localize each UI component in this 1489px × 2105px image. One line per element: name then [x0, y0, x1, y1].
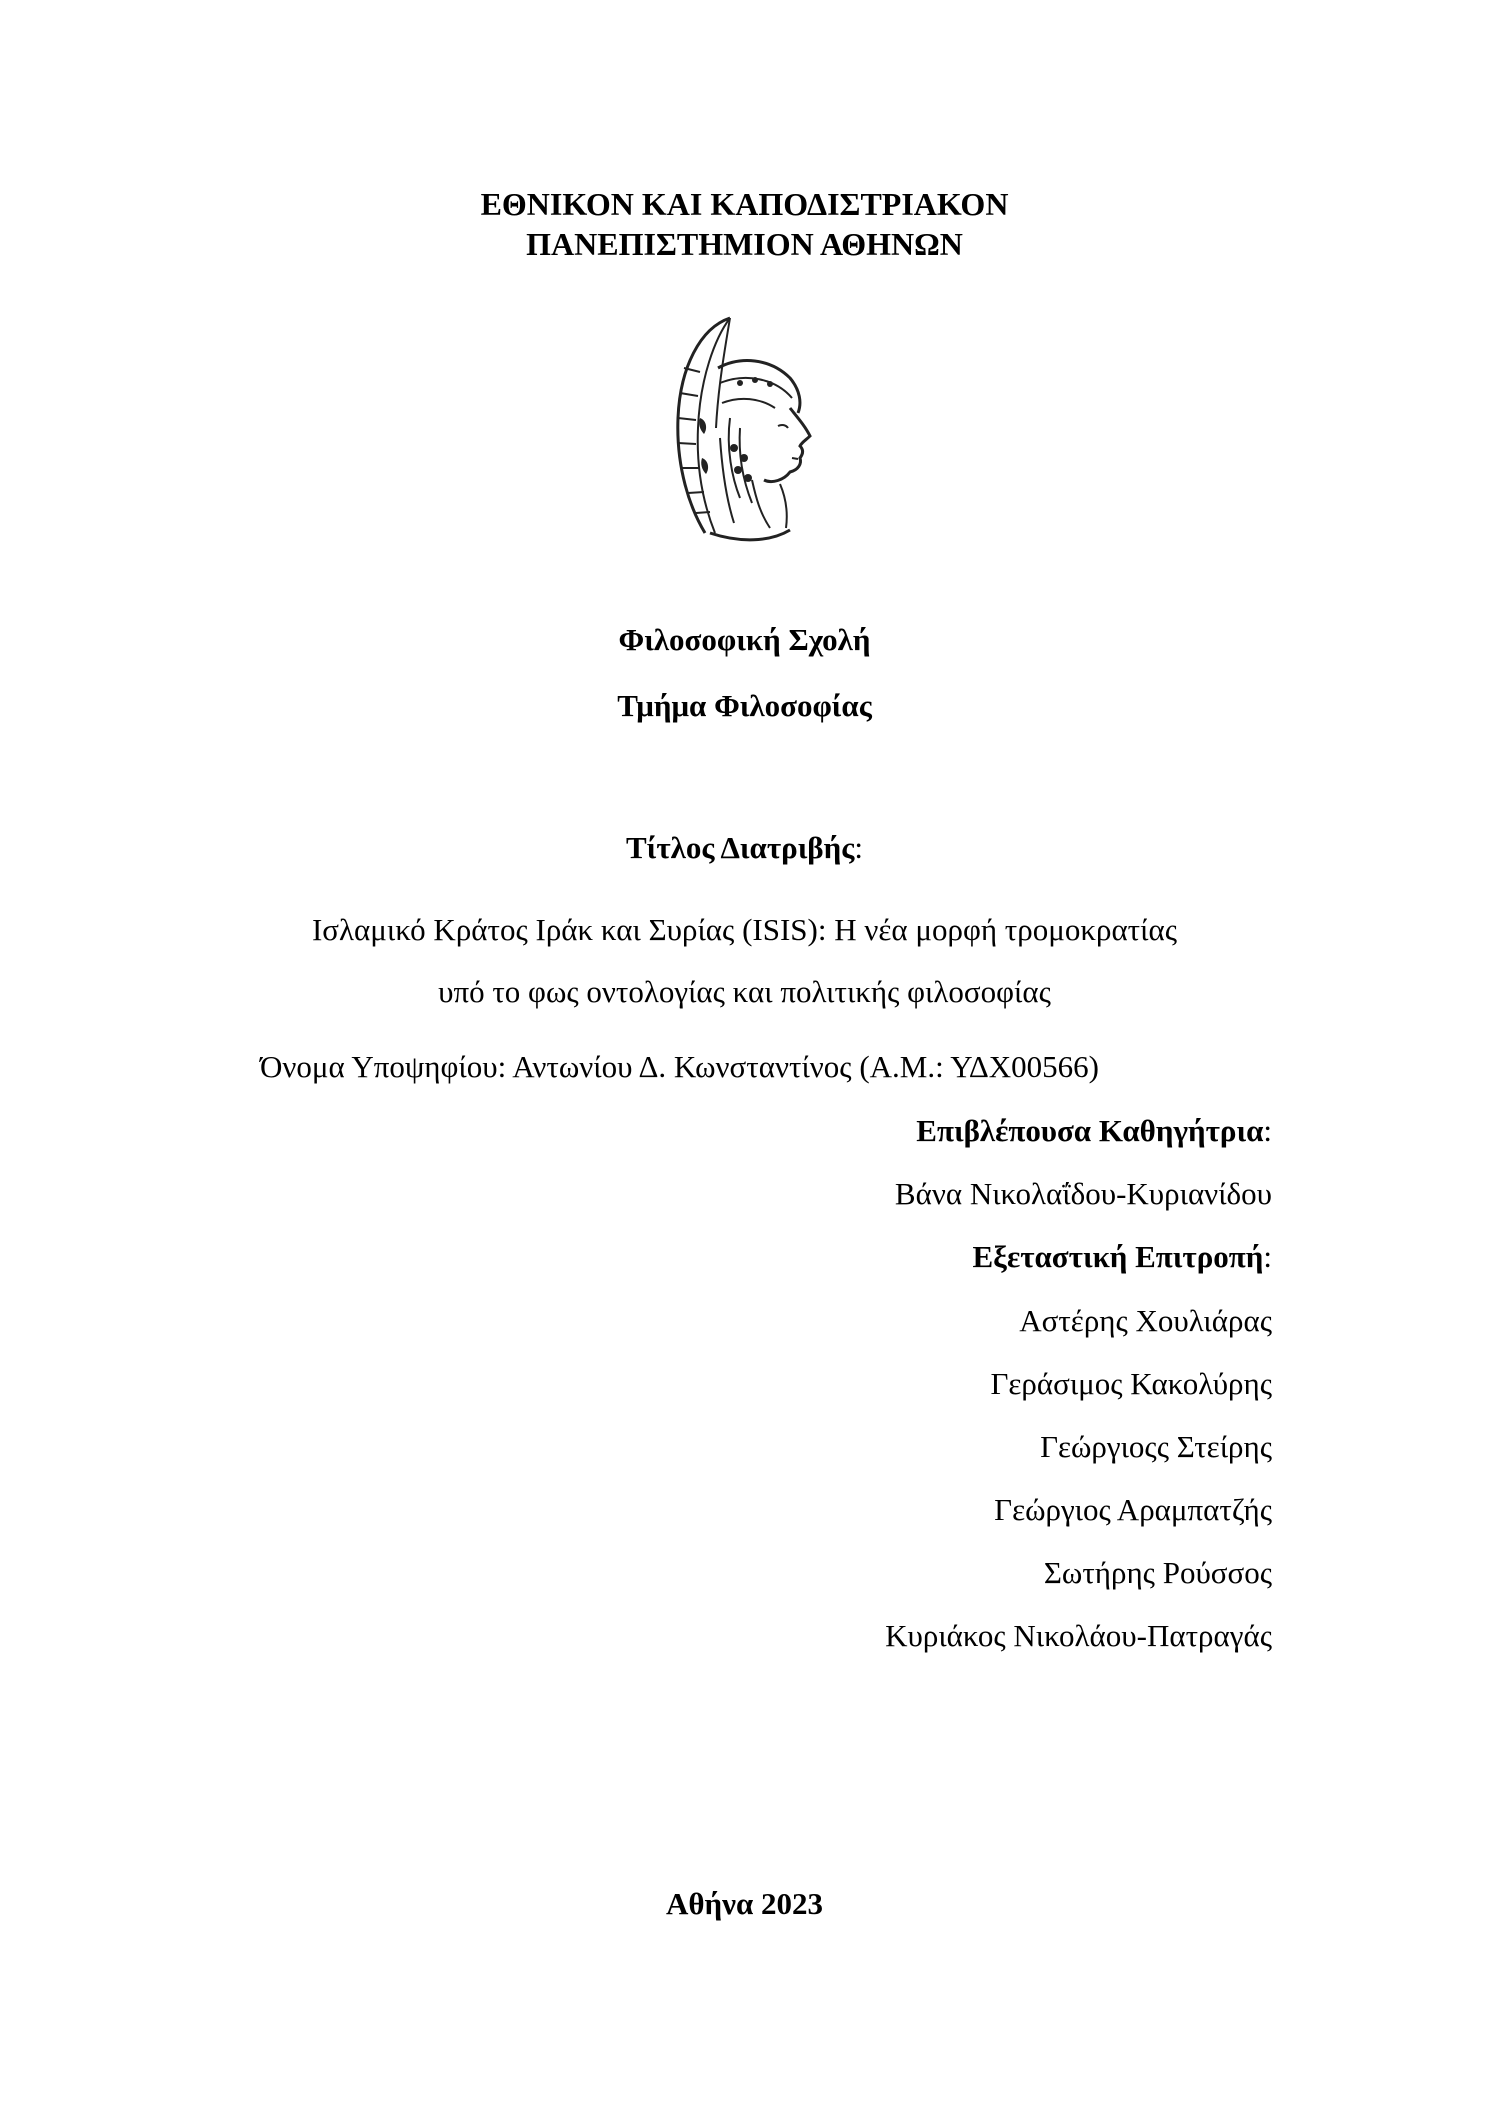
university-name-line2: ΠΑΝΕΠΙΣΤΗΜΙΟΝ ΑΘΗΝΩΝ	[526, 226, 963, 262]
athena-helmet-emblem-icon	[660, 308, 820, 548]
supervisor-label: Επιβλέπουσα Καθηγήτρια	[916, 1113, 1264, 1148]
thesis-title-label: Τίτλος Διατριβής	[626, 830, 855, 865]
committee-colon: :	[1263, 1239, 1272, 1274]
supervisor-colon: :	[1263, 1113, 1272, 1148]
candidate-name: Όνομα Υποψηφίου: Αντωνίου Δ. Κωνσταντίνος (Α.Μ.: ΥΔΧ00566)	[260, 1049, 1099, 1084]
committee-member: Γεώργιοςς Στείρης	[1040, 1429, 1272, 1464]
thesis-title-line1: Ισλαμικό Κράτος Ιράκ και Συρίας (ISIS): Η νέα μορφή τρομοκρατίας	[311, 912, 1178, 947]
committee-label: Εξεταστική Επιτροπή	[972, 1239, 1264, 1274]
committee-member: Αστέρης Χουλιάρας	[1019, 1303, 1272, 1338]
thesis-title-heading	[0, 830, 1489, 866]
faculty-department: Τμήμα Φιλοσοφίας	[617, 688, 872, 723]
committee-member: Γεώργιος Αραμπατζής	[994, 1492, 1272, 1527]
place-year: Αθήνα 2023	[665, 1886, 824, 1921]
committee-heading	[972, 1239, 1272, 1275]
faculty-school: Φιλοσοφική Σχολή	[618, 622, 871, 657]
thesis-title-line2: υπό το φως οντολογίας και πολιτικής φιλοσοφίας	[438, 974, 1051, 1009]
supervisor-name: Βάνα Νικολαΐδου-Κυριανίδου	[894, 1176, 1272, 1211]
supervisor-heading	[916, 1113, 1272, 1149]
committee-member: Γεράσιμος Κακολύρης	[990, 1366, 1272, 1401]
committee-member: Κυριάκος Νικολάου-Πατραγάς	[885, 1618, 1272, 1653]
university-name-line1: ΕΘΝΙΚΟΝ ΚΑΙ ΚΑΠΟΔΙΣΤΡΙΑΚΟΝ	[480, 186, 1009, 222]
committee-member: Σωτήρης Ρούσσος	[1043, 1555, 1272, 1590]
thesis-title-colon: :	[854, 830, 863, 865]
